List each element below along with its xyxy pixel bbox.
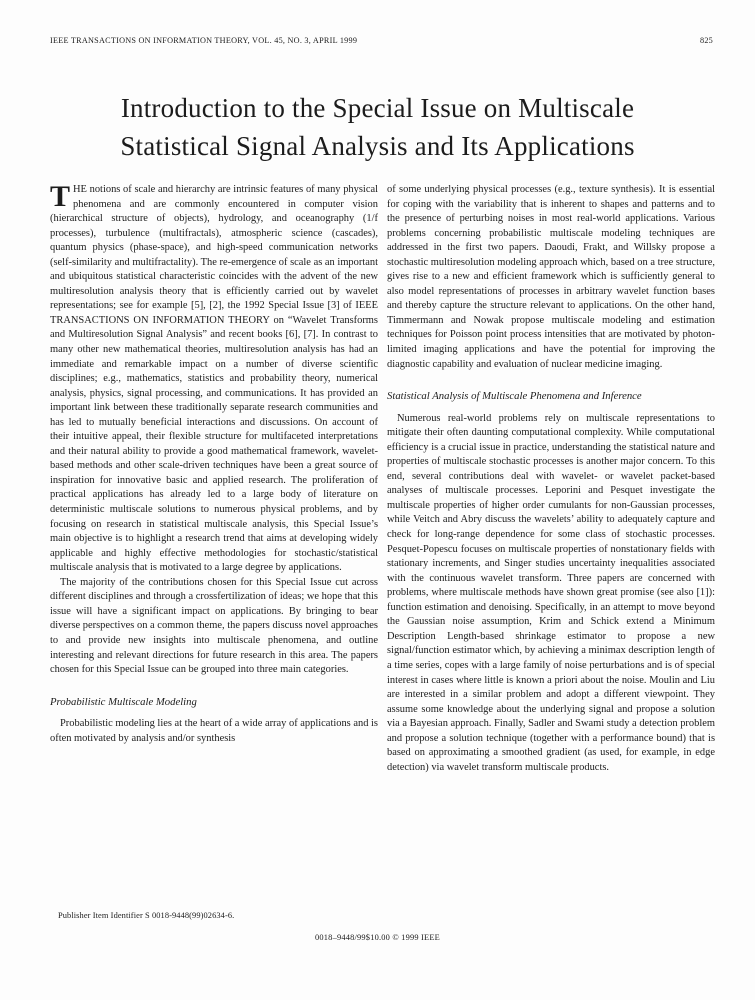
- paper-title: [0, 89, 755, 165]
- left-column: [50, 180, 378, 775]
- section-heading-statistical-analysis: Statistical Analysis of Multiscale Phenomena and Inference: [387, 390, 642, 403]
- running-head: [50, 36, 713, 45]
- intro-paragraph-text: HE notions of scale and hierarchy are intrinsic features of many physical phenomena and are commonly encountered in computer vision (hierarchical structure of objects), hydrology, and oceanography (1/f processes), turbulence (multifractals), atmospheric science (cascades), quantum physics (phase-space), and high-speed communication networks (self-similarity and multifractality). The re-emergence of scale as an important and ubiquitous statistical characteristic coincides with the advent of the new multiresolution analysis theory that is efficiently carried out by wavelet representations; see for example [5], [2], the 1992 Special Issue [3] of IEEE TRANSACTIONS ON INFORMATION THEORY on “Wavelet Transforms and Multiresolution Signal Analysis” and recent books [6], [7]. In contrast to many other new mathematical theories, multiresolution analysis has had an immediate and remarkable impact on a number of diverse scientific disciplines; e.g., mathematics, statistics and probability theory, numerical analysis, physics, signal processing, and communications. It has provided an important link between these traditionally separate research communities and has led to mutually beneficial interactions and discussions. On account of their intuitive appeal, their flexible structure for multifaceted interpretations and their natural ability to provide a good mathematical framework, wavelet-based methods and other scale-driven techniques have been a great source of inspiration for innovative basic and applied research. The proliferation of practical applications has already led to a large body of literature on deterministic multiscale solutions to numerous physical problems, and by focusing on research in statistical multiscale analysis, this Special Issue’s main objective is to highlight a research trend that aims at developing widely applicable and highly effective methodologies for stochastic/statistical multiscale analysis that is motivated to a large degree by applications.: [50, 184, 378, 574]
- right-column: [387, 183, 715, 775]
- dropcap-letter: T: [50, 180, 71, 213]
- intro-paragraph: [50, 180, 378, 576]
- journal-citation: IEEE TRANSACTIONS ON INFORMATION THEORY, VOL. 45, NO. 3, APRIL 1999: [50, 36, 358, 45]
- probabilistic-modeling-paragraph: Probabilistic modeling lies at the heart of a wide array of applications and is often motivated by analysis and/or synthesis: [50, 718, 378, 744]
- section-heading-probabilistic-multiscale-modeling: Probabilistic Multiscale Modeling: [50, 695, 197, 708]
- paper-title-line1: Introduction to the Special Issue on Multiscale: [120, 93, 635, 124]
- copyright-line: 0018–9448/99$10.00 © 1999 IEEE: [315, 933, 440, 942]
- continuation-paragraph: of some underlying physical processes (e.g., texture synthesis). It is essential for coping with the variability that is inherent to shapes and patterns and to the presence of perturbing noises in most real-world applications. Various problems concerning probabilistic multiscale modeling techniques are addressed in the first two papers. Daoudi, Frakt, and Willsky propose a stochastic multiresolution modeling approach which, based on a tree structure, gives rise to a new and efficient framework which is sufficiently general to also model representations of processes in arbitrary wavelet function bases and thereby capture the structure relevant to applications. On the other hand, Timmermann and Nowak propose multiscale modeling and estimation techniques for Poisson point process intensities that are motivated by photon-limited imaging applications and have the potential for improving the diagnostic capability and evaluation of nuclear medicine imaging.: [387, 184, 715, 370]
- overview-paragraph: The majority of the contributions chosen for this Special Issue cut across different disciplines and through a crossfertilization of ideas; we hope that this issue will have a significant impact on applications. By bringing to bear diverse perspectives on a common theme, the papers discuss novel approaches to and provide new insights into multiscale phenomena, and outline interesting and relevant directions for future research in this area. The papers chosen for this Special Issue can be grouped into three main categories.: [50, 576, 378, 676]
- statistical-analysis-paragraph: Numerous real-world problems rely on multiscale representations to mitigate their often daunting computational complexity. While computational efficiency is a crucial issue in practice, understanding the statistical nature and properties of multiscale stochastic processes is another major concern. To this end, several contributions deal with wavelet- or wavelet packet-based analyses of multiscale processes. Leporini and Pesquet investigate the multiscale properties of higher order cumulants for non-Gaussian processes, while Veitch and Abry discuss the wavelets’ ability to adequately capture and check for long-range dependence for some class of stochastic processes. Pesquet-Popescu focuses on multiscale properties of nonstationary fields with stationary increments, and Singer studies uncertainty inequalities associated with the continuous wavelet transform. Three papers are concerned with problems, where multiscale methods have shown great promise (see also [1]): function estimation and denoising. Specifically, in an attempt to move beyond the Gaussian noise assumption, Krim and Schick extend a Minimum Description Length-based shrinkage estimator to propose a new signal/function estimator which, by achieving a minimax description length of a time series, copes with a large family of noise perturbations and is of special interest in cases where little is known a priori about the noise. Moulin and Liu are interested in a similar problem and adopt a different viewpoint. They assume some knowledge about the underlying signal and propose a solution via a Bayesian approach. Finally, Sadler and Swami study a detection problem and propose a solution technique (together with a performance bound) that is based on approximating a smoothed gradient (as used, for example, in edge detection) via wavelet transform multiscale products.: [387, 412, 715, 773]
- page-number: 825: [699, 36, 713, 45]
- paper-title-line2: Statistical Signal Analysis and Its Applications: [120, 131, 635, 162]
- body-columns: [50, 180, 715, 775]
- publisher-item-identifier: Publisher Item Identifier S 0018-9448(99)02634-6.: [58, 911, 235, 920]
